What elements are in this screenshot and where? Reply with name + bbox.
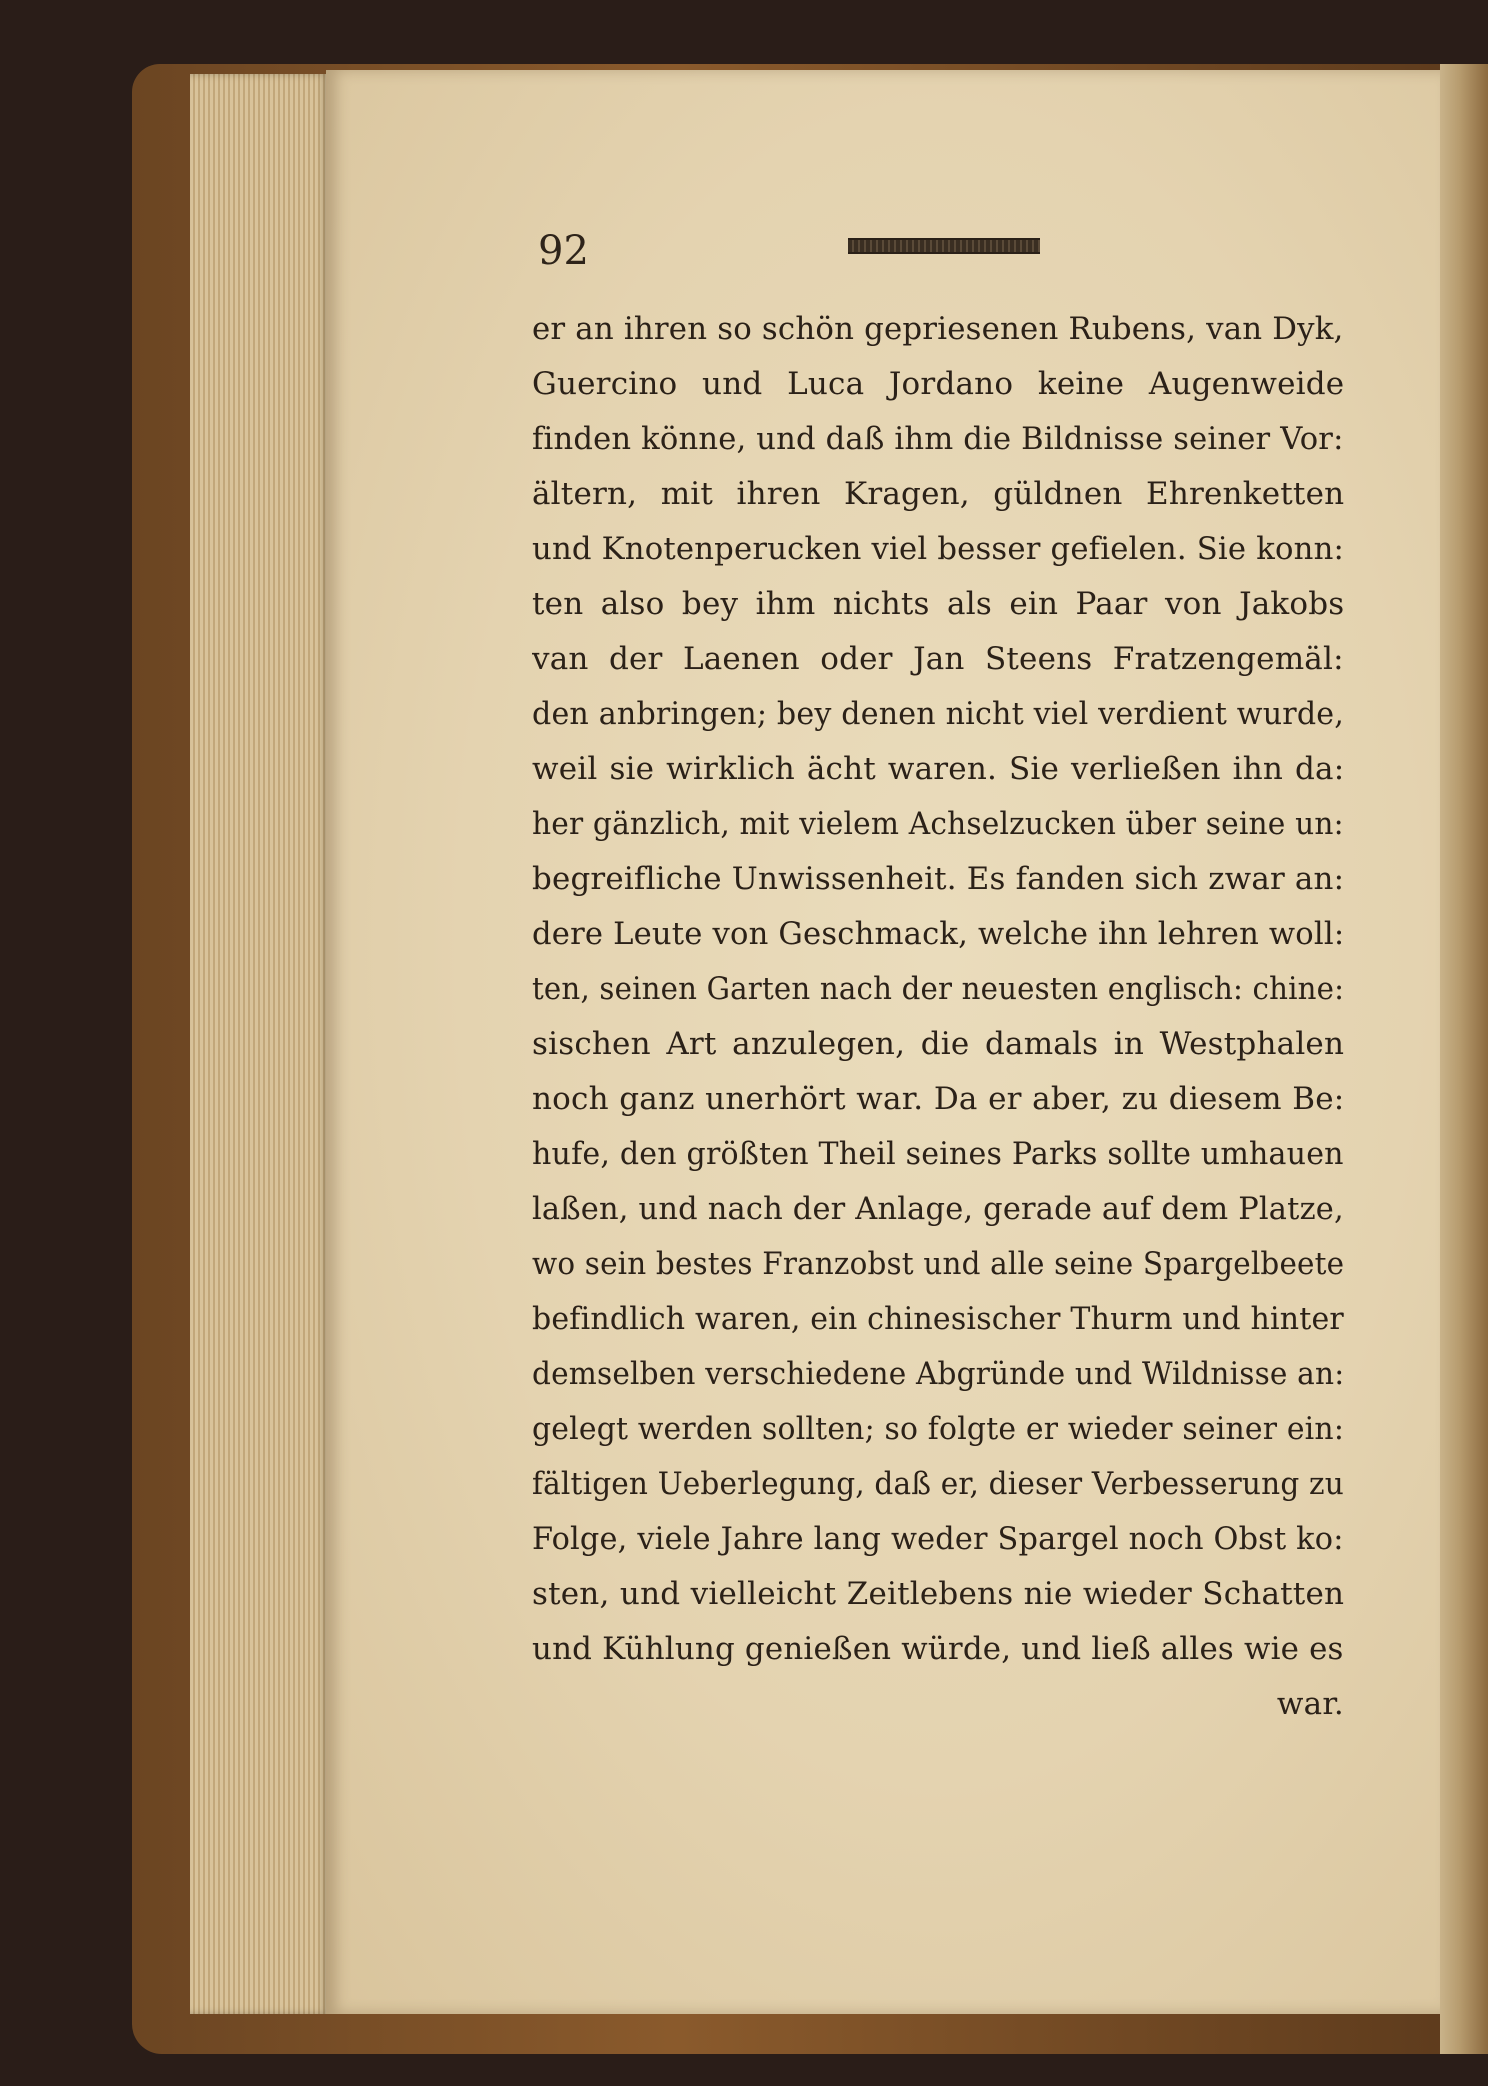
text-line: den anbringen; bey denen nicht viel verdient wurde, xyxy=(532,696,1344,732)
header-ornament-rule xyxy=(848,238,1040,254)
text-line: ältern, mit ihren Kragen, güldnen Ehrenketten xyxy=(532,476,1344,512)
page-number: 92 xyxy=(538,228,589,274)
text-line: her gänzlich, mit vielem Achselzucken über seine un: xyxy=(532,806,1344,842)
page-edges xyxy=(190,74,330,2014)
text-line: fältigen Ueberlegung, daß er, dieser Verbesserung zu xyxy=(532,1466,1344,1502)
text-line: er an ihren so schön gepriesenen Rubens, van Dyk, xyxy=(532,311,1344,347)
text-line: finden könne, und daß ihm die Bildnisse seiner Vor: xyxy=(532,421,1344,457)
text-line: befindlich waren, ein chinesischer Thurm und hinter xyxy=(532,1301,1344,1337)
text-line: Folge, viele Jahre lang weder Spargel noch Obst ko: xyxy=(532,1521,1344,1557)
text-line: sischen Art anzulegen, die damals in Westphalen xyxy=(532,1026,1344,1062)
text-line: noch ganz unerhört war. Da er aber, zu diesem Be: xyxy=(532,1081,1344,1117)
text-line: ten, seinen Garten nach der neuesten englisch: chine: xyxy=(532,971,1344,1007)
text-line: begreifliche Unwissenheit. Es fanden sich zwar an: xyxy=(532,861,1344,897)
text-line: sten, und vielleicht Zeitlebens nie wieder Schatten xyxy=(532,1576,1344,1612)
text-line: hufe, den größten Theil seines Parks sollte umhauen xyxy=(532,1136,1344,1172)
book-gutter xyxy=(1440,64,1488,2054)
text-line: gelegt werden sollten; so folgte er wieder seiner ein: xyxy=(532,1411,1344,1447)
body-text xyxy=(532,302,1344,1732)
text-line: wo sein bestes Franzobst und alle seine Spargelbeete xyxy=(532,1246,1344,1282)
text-line: Guercino und Luca Jordano keine Augenweide xyxy=(532,366,1344,402)
text-line: demselben verschiedene Abgründe und Wildnisse an: xyxy=(532,1356,1344,1392)
text-line: ten also bey ihm nichts als ein Paar von Jakobs xyxy=(532,586,1344,622)
text-line: van der Laenen oder Jan Steens Fratzengemäl: xyxy=(532,641,1344,677)
text-line: dere Leute von Geschmack, welche ihn lehren woll: xyxy=(532,916,1344,952)
text-line: und Kühlung genießen würde, und ließ alles wie es xyxy=(532,1631,1344,1667)
text-line-final: war. xyxy=(1276,1686,1344,1722)
text-line: und Knotenperucken viel besser gefielen. Sie konn: xyxy=(532,531,1344,567)
text-line: laßen, und nach der Anlage, gerade auf dem Platze, xyxy=(532,1191,1344,1227)
text-line: weil sie wirklich ächt waren. Sie verließen ihn da: xyxy=(532,751,1344,787)
